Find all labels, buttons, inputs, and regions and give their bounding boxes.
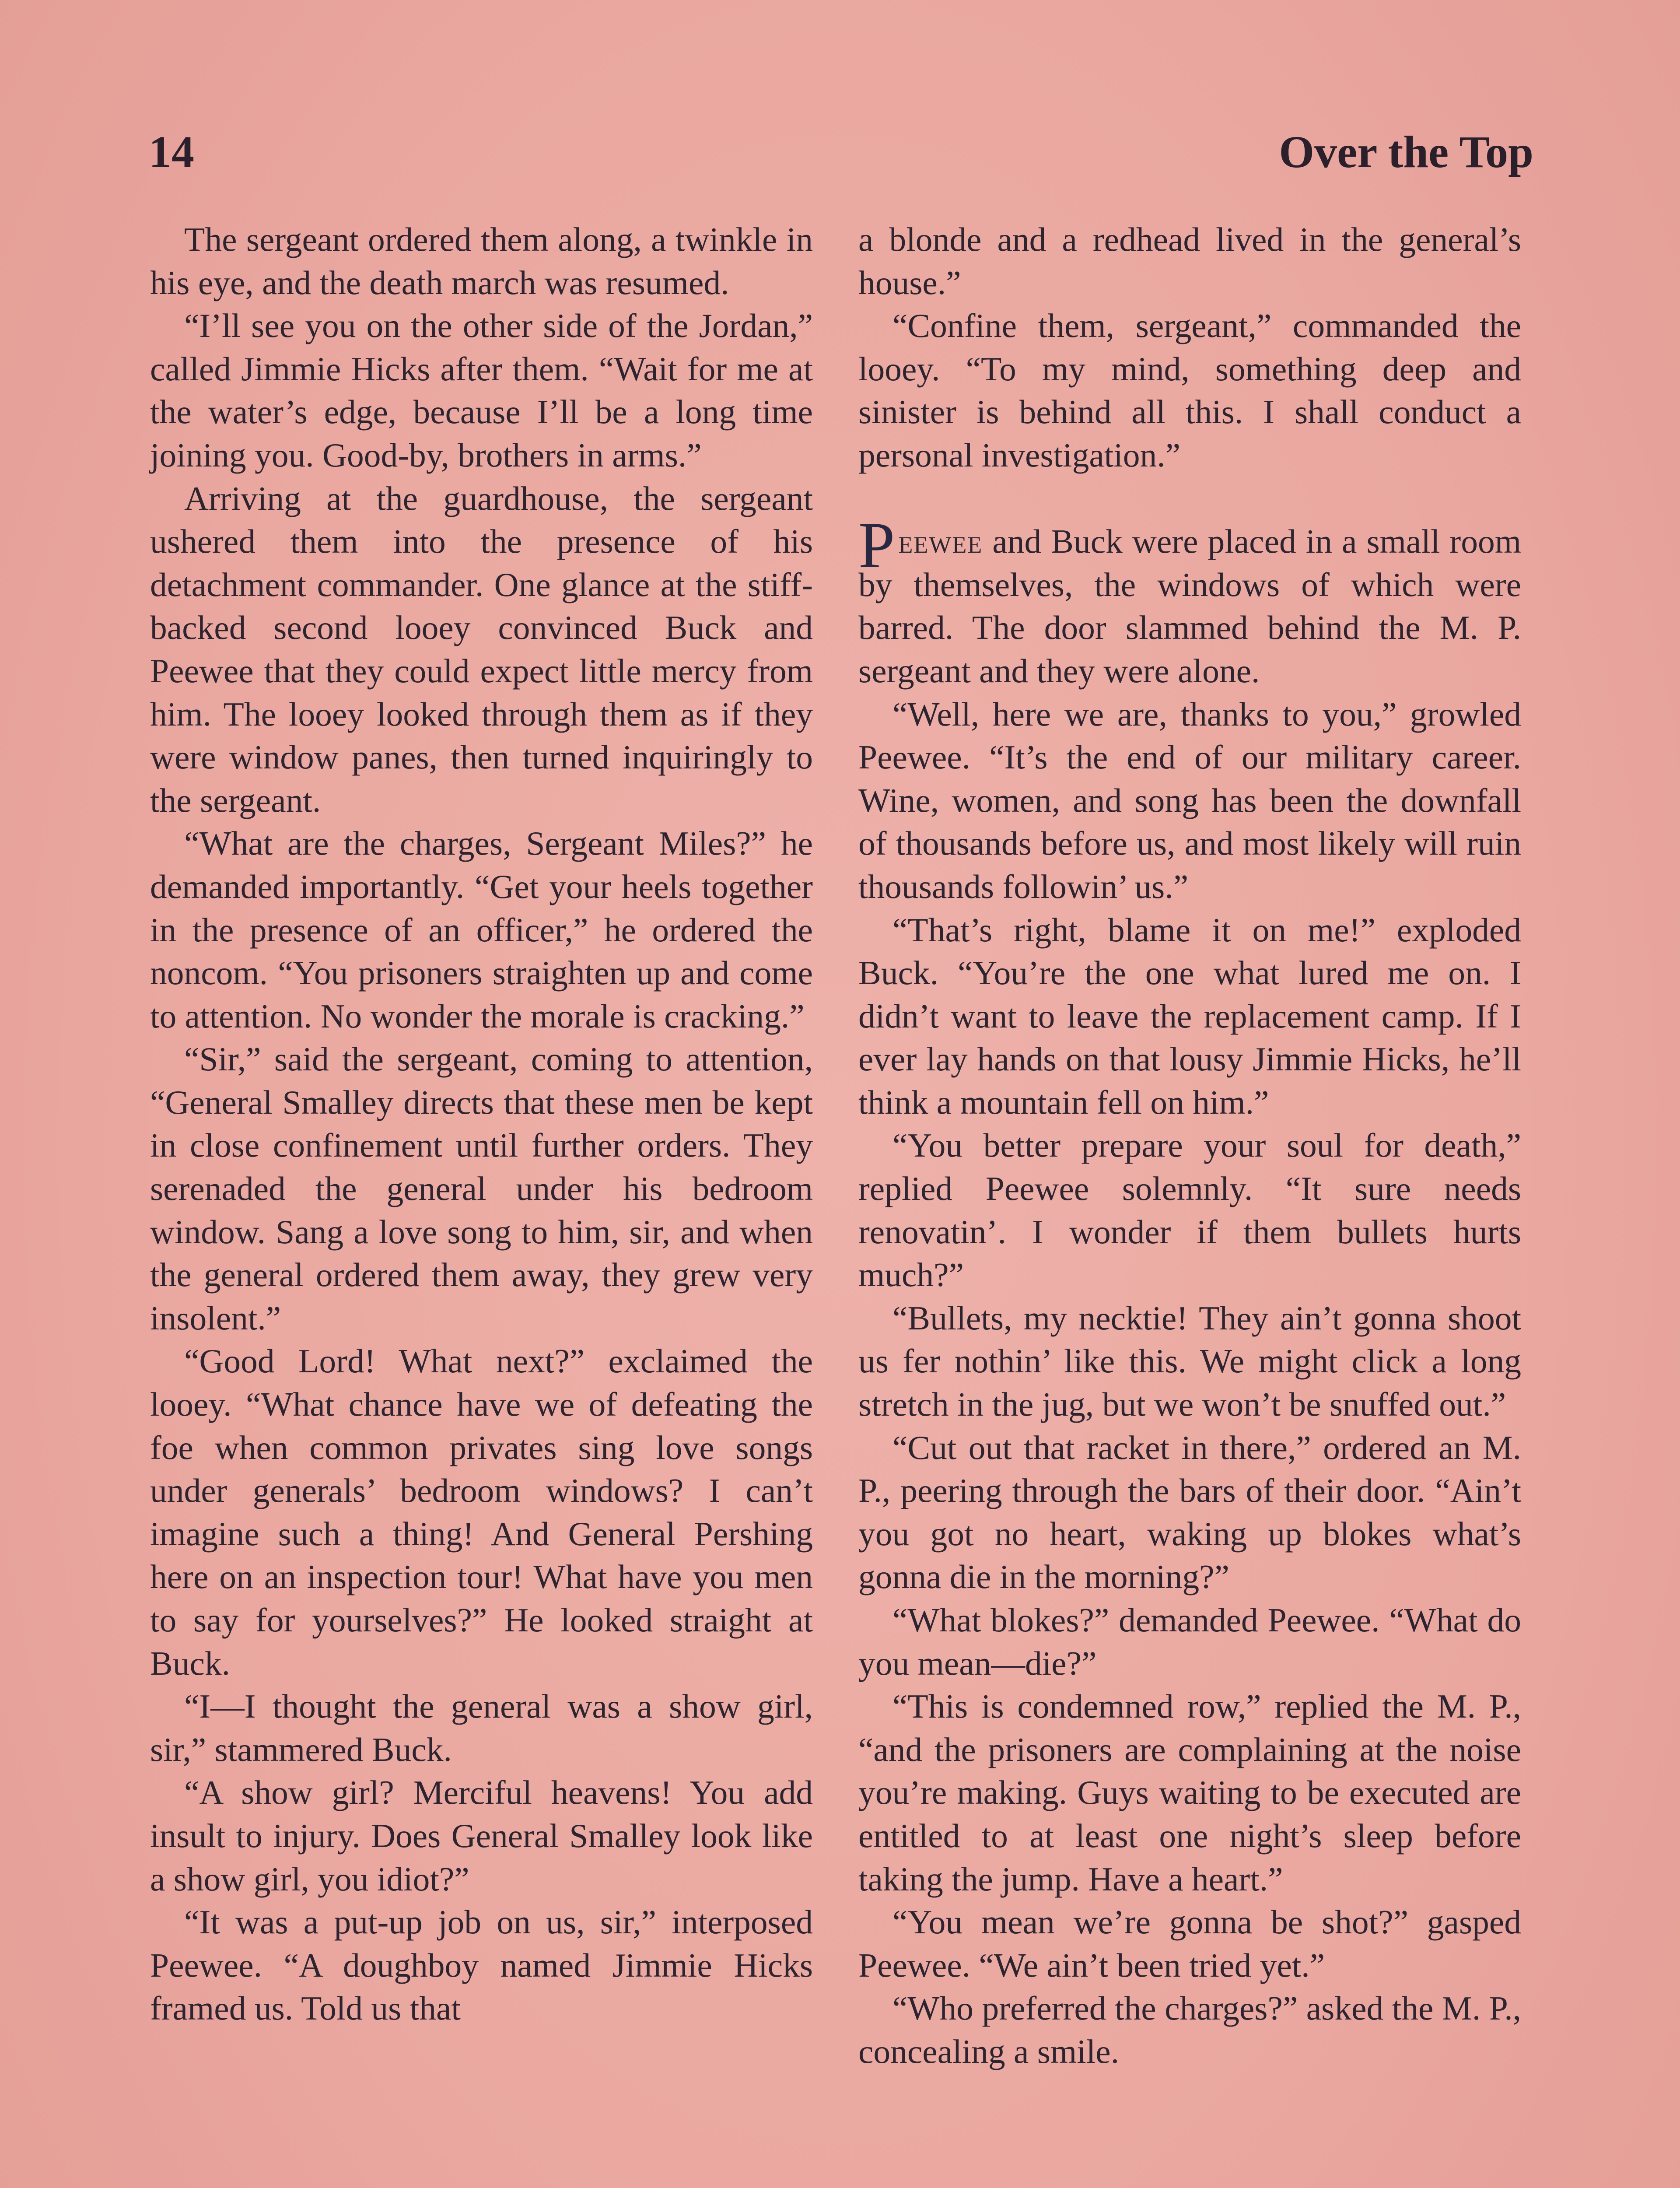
small-caps-lead: eewee [898, 522, 983, 561]
right-text-column [858, 218, 1521, 2073]
paragraph: “You better prepare your soul for death,” replied Peewee solemnly. “It sure needs renovatin’. I wonder if them bullets hurts much?” [858, 1126, 1521, 1294]
paragraph: “You mean we’re gonna be shot?” gasped Peewee. “We ain’t been tried yet.” [858, 1903, 1521, 1984]
paragraph: “This is condemned row,” replied the M. P., “and the prisoners are complaining at the noise you’re making. Guys waiting to be executed are entitled to at least one night’s sleep before taking the jump. Have a heart.” [858, 1687, 1521, 1898]
paragraph: a blonde and a redhead lived in the general’s house.” [858, 221, 1521, 302]
section-start-paragraph [858, 509, 1521, 692]
running-title: Over the Top [1279, 127, 1533, 177]
paragraph: “Sir,” said the sergeant, coming to attention, “General Smalley directs that these men be kept in close confinement until further orders. They serenaded the general under his bedroom window. Sang a love song to him, sir, and when the general ordered them away, they grew very insolent.” [150, 1040, 813, 1337]
paragraph: “What are the charges, Sergeant Miles?” he demanded importantly. “Get your heels together in the presence of an officer,” he ordered the noncom. “You prisoners straighten up and come to attention. No wonder the morale is cracking.” [150, 824, 813, 1035]
paragraph: “Bullets, my necktie! They ain’t gonna shoot us fer nothin’ like this. We might click a long stretch in the jug, but we won’t be snuffed out.” [858, 1299, 1521, 1424]
page-number: 14 [149, 127, 194, 177]
paragraph: “Well, here we are, thanks to you,” growled Peewee. “It’s the end of our military career. Wine, women, and song has been the downfall of thousands before us, and most likely will ruin thousands followin’ us.” [858, 695, 1521, 905]
paragraph: The sergeant ordered them along, a twinkle in his eye, and the death march was resumed. [150, 221, 813, 302]
paragraph: “Who preferred the charges?” asked the M. P., concealing a smile. [858, 1989, 1521, 2070]
paragraph-text: and Buck were placed in a small room by themselves, the windows of which were barred. The door slammed behind the M. P. sergeant and they were alone. [858, 522, 1521, 690]
paragraph: “What blokes?” demanded Peewee. “What do you mean—die?” [858, 1601, 1521, 1682]
paragraph: “Cut out that racket in there,” ordered an M. P., peering through the bars of their door. “Ain’t you got no heart, waking up blokes what’s gonna die in the morning?” [858, 1428, 1521, 1596]
paragraph: “That’s right, blame it on me!” exploded Buck. “You’re the one what lured me on. I didn’t want to leave the replacement camp. If I ever lay hands on that lousy Jimmie Hicks, he’ll think a mountain fell on him.” [858, 911, 1521, 1121]
paragraph: “I—I thought the general was a show girl, sir,” stammered Buck. [150, 1687, 813, 1768]
paragraph: “A show girl? Merciful heavens! You add insult to injury. Does General Smalley look like a show girl, you idiot?” [150, 1774, 813, 1898]
paragraph: “Confine them, sergeant,” commanded the looey. “To my mind, something deep and sinister is behind all this. I shall conduct a personal investigation.” [858, 307, 1521, 474]
paragraph: “Good Lord! What next?” exclaimed the looey. “What chance have we of defeating the foe when common privates sing love songs under generals’ bedroom windows? I can’t imagine such a thing! And General Pershing here on an inspection tour! What have you men to say for yourselves?” He looked straight at Buck. [150, 1342, 813, 1682]
paragraph: Arriving at the guardhouse, the sergeant ushered them into the presence of his detachment commander. One glance at the stiff-backed second looey convinced Buck and Peewee that they could expect little mercy from him. The looey looked through them as if they were window panes, then turned inquiringly to the sergeant. [150, 479, 813, 819]
paragraph: “I’ll see you on the other side of the Jordan,” called Jimmie Hicks after them. “Wait for me at the water’s edge, because I’ll be a long time joining you. Good-by, brothers in arms.” [150, 307, 813, 474]
left-text-column [150, 218, 813, 2030]
paragraph: “It was a put-up job on us, sir,” interposed Peewee. “A doughboy named Jimmie Hicks framed us. Told us that [150, 1903, 813, 2027]
drop-cap: P [858, 509, 895, 582]
